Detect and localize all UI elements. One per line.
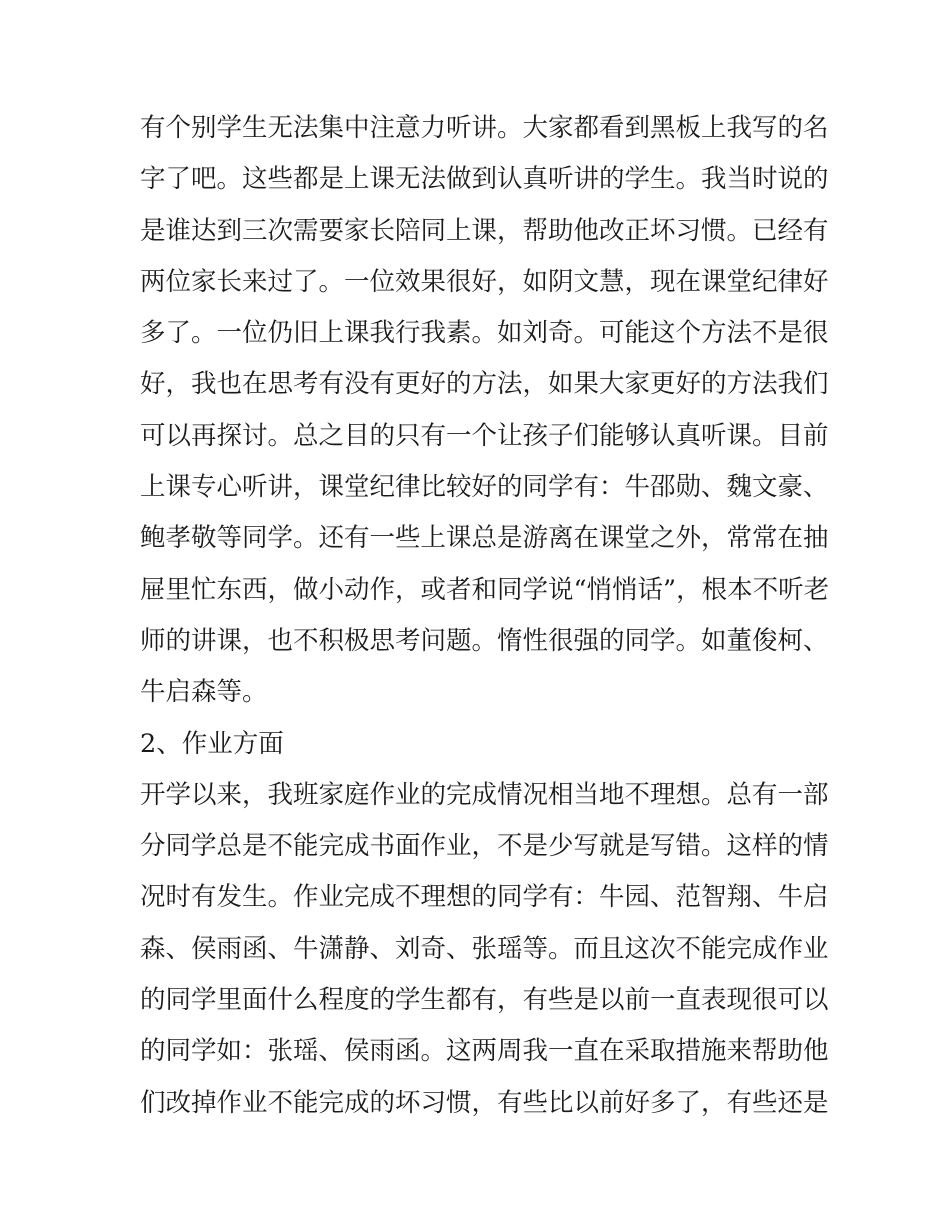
text-line: 的同学里面什么程度的学生都有，有些是以前一直表现很可以 [140,985,829,1016]
text-line: 们改掉作业不能完成的坏习惯，有些比以前好多了，有些还是 [140,1087,829,1118]
text-line: 可以再探讨。总之目的只有一个让孩子们能够认真听课。目前 [140,420,829,451]
document-body [140,103,830,1129]
text-line: 是谁达到三次需要家长陪同上课，帮助他改正坏习惯。已经有 [140,215,829,246]
text-line: 分同学总是不能完成书面作业，不是少写就是写错。这样的情 [140,831,829,862]
text-line: 牛启森等。 [140,677,268,708]
text-line: 的同学如：张瑶、侯雨函。这两周我一直在采取措施来帮助他 [140,1036,829,1067]
text-line: 师的讲课，也不积极思考问题。惰性很强的同学。如董俊柯、 [140,625,829,656]
text-line: 字了吧。这些都是上课无法做到认真听讲的学生。我当时说的 [140,164,829,195]
section-heading: 2、作业方面 [140,728,284,759]
text-line: 两位家长来过了。一位效果很好，如阴文慧，现在课堂纪律好 [140,266,829,297]
text-line: 好，我也在思考有没有更好的方法，如果大家更好的方法我们 [140,369,829,400]
text-line: 开学以来，我班家庭作业的完成情况相当地不理想。总有一部 [140,779,829,810]
text-line: 屉里忙东西，做小动作，或者和同学说“悄悄话”，根本不听老 [140,574,830,605]
text-line: 况时有发生。作业完成不理想的同学有：牛园、范智翔、牛启 [140,882,829,913]
text-line: 鲍孝敬等同学。还有一些上课总是游离在课堂之外，常常在抽 [140,523,829,554]
text-line: 上课专心听讲，课堂纪律比较好的同学有：牛邵勋、魏文豪、 [140,472,829,503]
text-line: 森、侯雨函、牛潇静、刘奇、张瑶等。而且这次不能完成作业 [140,933,829,964]
text-line: 多了。一位仍旧上课我行我素。如刘奇。可能这个方法不是很 [140,318,829,349]
text-line: 有个别学生无法集中注意力听讲。大家都看到黑板上我写的名 [140,113,829,143]
